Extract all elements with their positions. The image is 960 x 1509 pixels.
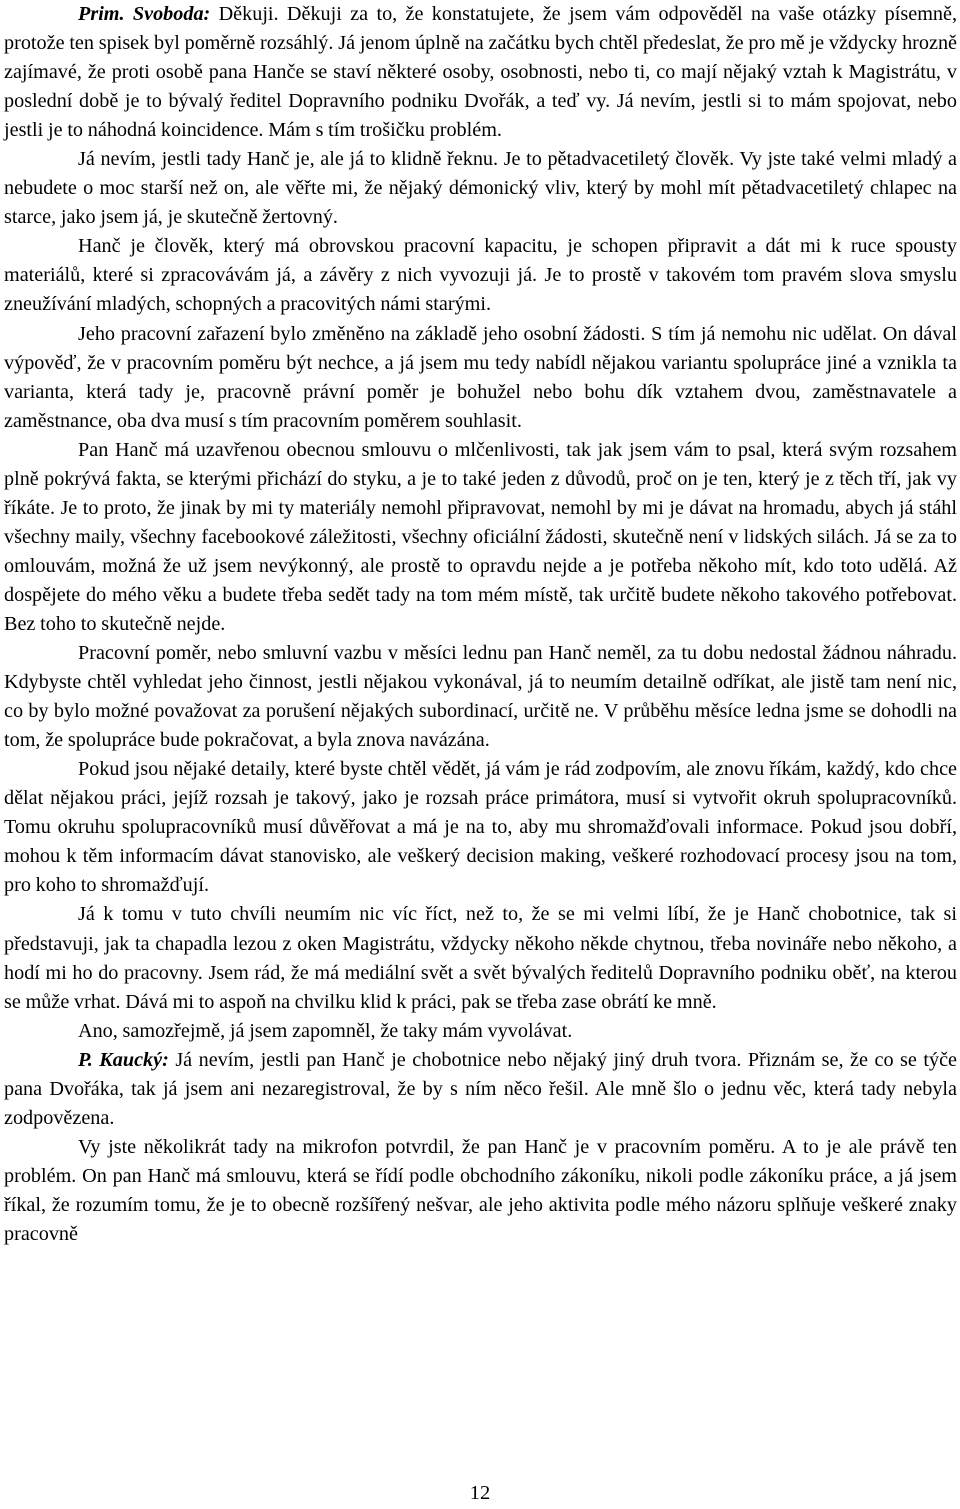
page-number: 12: [469, 1482, 491, 1504]
paragraph-text: Pan Hanč má uzavřenou obecnou smlouvu o mlčenlivosti, tak jak jsem vám to psal, která svým rozsahem plně pokrývá fakta, se kterými přichází do styku, a je to také jeden z důvodů, proč on je ten, který je z těch tří, jak vy říkáte. Je to proto, že jinak by mi ty materiály nemohl připravovat, nemohl by mi je dávat na hromadu, abych já stáhl všechny maily, všechny facebookové záležitosti, všechny oficiální žádosti, skutečně není v lidských silách. Já se za to omlouvám, možná že už jsem nevýkonný, ale prostě to opravdu nejde a je potřeba někoho mít, kdo toto udělá. Až dospějete do mého věku a budete třeba sedět tady na tom mém místě, tak určitě budete někoho takového potřebovat. Bez toho to skutečně nejde.: [4, 438, 957, 635]
paragraph: [4, 900, 957, 1016]
paragraph-text: Hanč je člověk, který má obrovskou pracovní kapacitu, je schopen připravit a dát mi k ruce spousty materiálů, které si zpracovávám já, a závěry z nich vyvozuji já. Je to prostě v takovém tom pravém slova smyslu zneužívání mladých, schopných a pracovitých námi starými.: [4, 235, 957, 316]
paragraph: [4, 0, 957, 145]
paragraph: [4, 639, 957, 755]
document-page: [4, 0, 957, 1249]
paragraph-text: Já nevím, jestli pan Hanč je chobotnice nebo nějaký jiný druh tvora. Přiznám se, že co se týče pana Dvořáka, tak já jsem ani nezaregistroval, že by s ním něco řešil. Ale mně šlo o jednu věc, která tady nebyla zodpovězena.: [4, 1048, 957, 1129]
paragraph: [4, 232, 957, 319]
paragraph-text: Pracovní poměr, nebo smluvní vazbu v měsíci lednu pan Hanč neměl, za tu dobu nedostal žádnou náhradu. Kdybyste chtěl vyhledat jeho činnost, jestli nějakou vykonával, já to neumím detailně odříkat, ale jistě tam není nic, co by bylo možné považovat za porušení nějakých subordinací, určitě ne. V průběhu měsíce ledna jsme se dohodli na tom, že spolupráce bude pokračovat, a byla znova navázána.: [4, 642, 957, 752]
paragraph-text: Pokud jsou nějaké detaily, které byste chtěl vědět, já vám je rád zodpovím, ale znovu říkám, každý, kdo chce dělat nějakou práci, jejíž rozsah je takový, jako je rozsah práce primátora, musí si vytvořit okruh spolupracovníků. Tomu okruhu spolupracovníků musí důvěřovat a má je na to, aby mu shromažďovali informace. Pokud jsou dobří, mohou k těm informacím dávat stanovisko, ale veškerý decision making, veškeré rozhodovací procesy jsou na tom, pro koho to shromažďují.: [4, 758, 957, 897]
speaker-name: Prim. Svoboda:: [78, 3, 211, 25]
paragraph: [4, 436, 957, 639]
paragraph-text: Jeho pracovní zařazení bylo změněno na základě jeho osobní žádosti. S tím já nemohu nic udělat. On dával výpověď, že v pracovním poměru být nechce, a já jsem mu tedy nabídl nějakou variantu spolupráce jiné a vznikla ta varianta, která tady je, pracovně právní poměr je bohužel nebo bohu dík vztahem dvou, zaměstnavatele a zaměstnance, oba dva musí s tím pracovním poměrem souhlasit.: [4, 322, 957, 432]
paragraph-text: Já k tomu v tuto chvíli neumím nic víc říct, než to, že se mi velmi líbí, že je Hanč chobotnice, tak si představuji, jak ta chapadla lezou z oken Magistrátu, vždycky někoho někde chytnou, třeba novináře nebo někoho, a hodí mi ho do pracovny. Jsem rád, že má mediální svět a svět bývalých ředitelů Dopravního podniku oběť, na kterou se může vrhat. Dává mi to aspoň na chvilku klid k práci, pak se třeba zase obrátí ke mně.: [4, 903, 957, 1013]
paragraph-text: Ano, samozřejmě, já jsem zapomněl, že taky mám vyvolávat.: [78, 1019, 573, 1042]
paragraph: [4, 1046, 957, 1133]
speaker-name: P. Kaucký:: [78, 1048, 169, 1071]
paragraph: [4, 145, 957, 232]
paragraph-text: Já nevím, jestli tady Hanč je, ale já to klidně řeknu. Je to pětadvacetiletý člověk. Vy jste také velmi mladý a nebudete o moc starší než on, ale věřte mi, že nějaký démonický vliv, který by mohl mít pětadvacetiletý chlapec na starce, jako jsem já, je skutečně žertovný.: [4, 148, 957, 229]
paragraph: [4, 755, 957, 900]
paragraph-text: Děkuji. Děkuji za to, že konstatujete, že jsem vám odpověděl na vaše otázky písemně, protože ten spisek byl poměrně rozsáhlý. Já jenom úplně na začátku bych chtěl předeslat, že pro mě je vždycky hrozně zajímavé, že proti osobě pana Hanče se staví některé osoby, osobnosti, nebo ti, co mají nějaký vztah k Magistrátu, v poslední době je to bývalý ředitel Dopravního podniku Dvořák, a teď vy. Já nevím, jestli si to mám spojovat, nebo jestli je to náhodná koincidence. Mám s tím trošičku problém.: [4, 3, 958, 142]
paragraph: [4, 1017, 957, 1046]
paragraph: [4, 320, 957, 436]
paragraph-text: Vy jste několikrát tady na mikrofon potvrdil, že pan Hanč je v pracovním poměru. A to je ale právě ten problém. On pan Hanč má smlouvu, která se řídí podle obchodního zákoníku, nikoli podle zákoníku práce, a já jsem říkal, že rozumím tomu, že je to obecně rozšířený nešvar, ale jeho aktivita podle mého názoru splňuje veškeré znaky pracovně: [4, 1135, 957, 1245]
paragraph: [4, 1133, 957, 1249]
